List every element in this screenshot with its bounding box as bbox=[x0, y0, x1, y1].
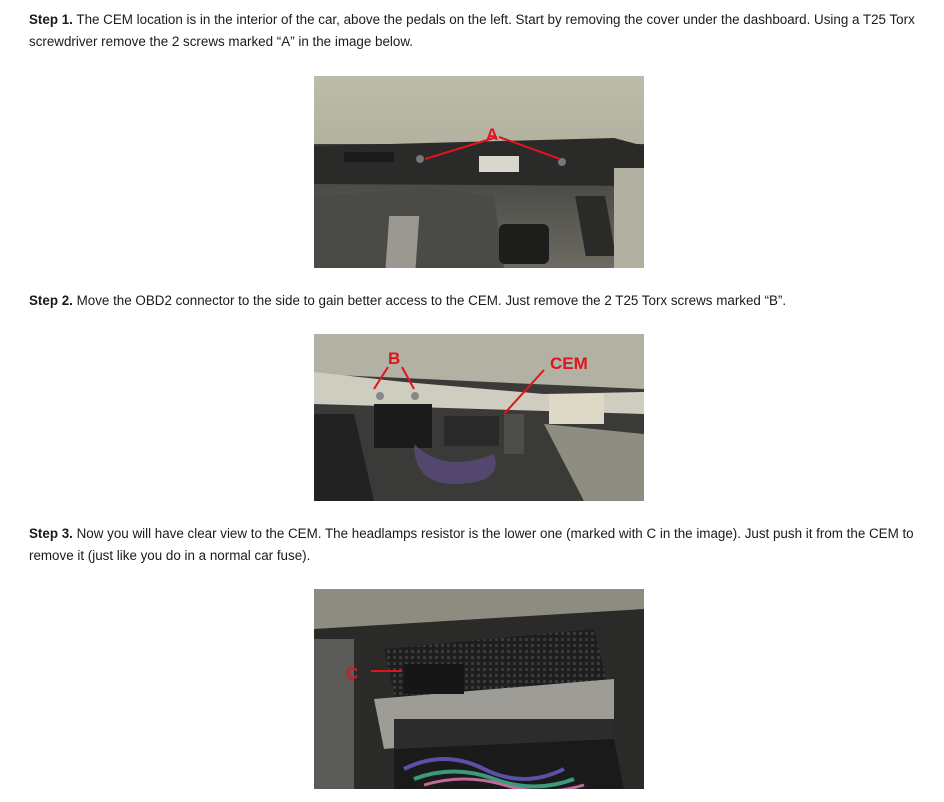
step-1-photo bbox=[314, 76, 644, 268]
step-1-text bbox=[29, 9, 929, 53]
step-2-text bbox=[29, 290, 929, 312]
step-1-heading: Step 1. bbox=[29, 12, 73, 27]
photo-label-c: C bbox=[346, 664, 359, 683]
step-3-heading: Step 3. bbox=[29, 526, 73, 541]
photo-label-b: B bbox=[388, 349, 401, 368]
step-2-heading: Step 2. bbox=[29, 293, 73, 308]
photo-label-a: A bbox=[486, 125, 499, 144]
step-3-photo bbox=[314, 589, 644, 789]
step-3-body: Now you will have clear view to the CEM. The headlamps resistor is the lower one (marked with C in the image). Just push it from the CEM to remove it (just like you do in a normal car fuse). bbox=[29, 526, 914, 563]
step-1-body: The CEM location is in the interior of the car, above the pedals on the left. Start by removing the cover under the dashboard. Using a T25 Torx screwdriver remove the 2 screws marked “A” in the image below. bbox=[29, 12, 915, 49]
photo-label-cem: CEM bbox=[550, 354, 588, 373]
step-2-photo bbox=[314, 334, 644, 501]
step-3-text bbox=[29, 523, 929, 567]
step-2-body: Move the OBD2 connector to the side to gain better access to the CEM. Just remove the 2 T25 Torx screws marked “B”. bbox=[72, 293, 787, 308]
